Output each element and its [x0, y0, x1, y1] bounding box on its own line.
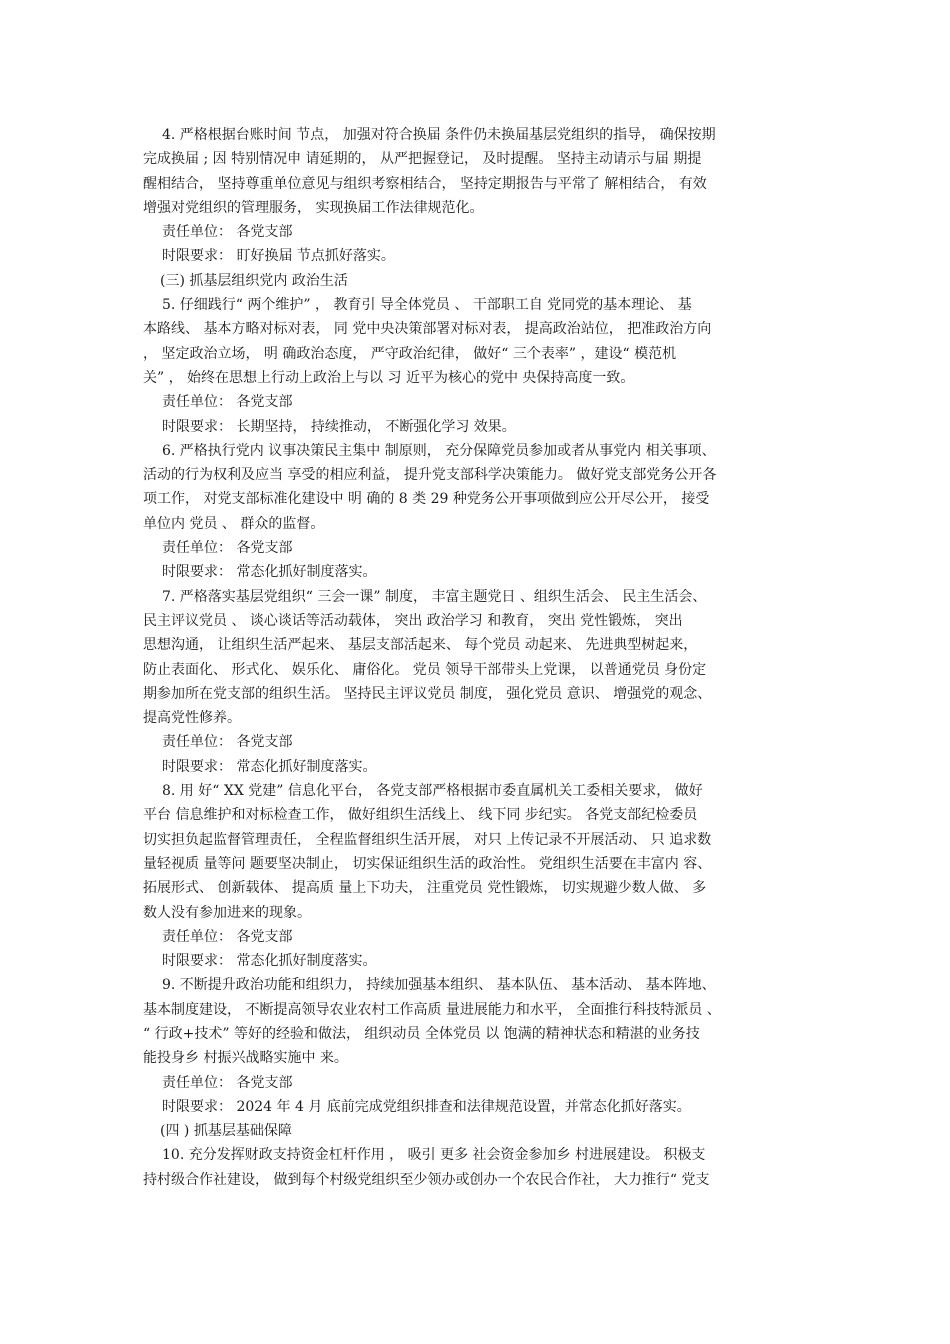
paragraph-line: ， 坚定政治立场， 明 确政治态度， 严守政治纪律， 做好“ 三个表率” ，建设“ 模范机 — [143, 345, 677, 362]
section-heading: (三) 抓基层组织党内 政治生活 — [160, 272, 348, 289]
responsible-unit: 责任单位： 各党支部 — [162, 928, 293, 945]
responsible-unit: 责任单位： 各党支部 — [162, 394, 293, 411]
responsible-unit: 责任单位： 各党支部 — [162, 1074, 293, 1091]
paragraph-line: 8. 用 好“ XX 党建” 信息化平台， 各党支部严格根据市委直属机关工委相关要求， 做好 — [162, 783, 703, 800]
paragraph-line: 活动的行为权利及应当 享受的相应利益， 提升党支部科学决策能力。 做好党支部党务公开各 — [143, 467, 717, 484]
paragraph-line: 本路线、 基本方略对标对表， 同 党中央决策部署对标对表， 提高政治站位， 把准政治方向 — [143, 321, 712, 338]
paragraph-line: 防止表面化、 形式化、 娱乐化、 庸俗化。 党员 领导干部带头上党课， 以普通党员 身份定 — [143, 661, 707, 678]
responsible-unit: 责任单位： 各党支部 — [162, 224, 293, 241]
time-requirement: 时限要求： 常态化抓好制度落实。 — [162, 564, 377, 581]
time-requirement: 时限要求： 常态化抓好制度落实。 — [162, 758, 377, 775]
paragraph-line: 醒相结合， 坚持尊重单位意见与组织考察相结合， 坚持定期报告与平常了 解相结合， 有效 — [143, 175, 707, 192]
paragraph-line: 民主评议党员 、 谈心谈话等活动载体， 突出 政治学习 和教育， 突出 党性锻炼， 突出 — [143, 612, 683, 629]
paragraph-line: 基本制度建设， 不断提高领导农业农村工作高质 量进展能力和水平， 全面推行科技特派员 、 — [143, 1001, 721, 1018]
section-heading: (四 ) 抓基层基础保障 — [160, 1123, 292, 1140]
paragraph-line: 拓展形式、 创新载体、 提高质 量上下功夫， 注重党员 党性锻炼， 切实规避少数人做、 多 — [143, 880, 707, 897]
paragraph-line: 6. 严格执行党内 议事决策民主集中 制原则， 充分保障党员参加或者从事党内 相关事项、 — [162, 442, 716, 459]
paragraph-line: 完成换届 ; 因 特别情况申 请延期的， 从严把握登记， 及时提醒。 坚持主动请示与届 期提 — [143, 151, 702, 168]
time-requirement: 时限要求： 长期坚持， 持续推动， 不断强化学习 效果。 — [162, 418, 516, 435]
paragraph-line: 持村级合作社建设， 做到每个村级党组织至少领办或创办一个农民合作社， 大力推行“ 党支 — [143, 1171, 710, 1188]
paragraph-line: 10. 充分发挥财政支持资金杠杆作用 ， 吸引 更多 社会资金参加乡 村进展建设。 积极支 — [162, 1147, 706, 1164]
paragraph-line: 关” ， 始终在思想上行动上政治上与以 习 近平为核心的党中 央保持高度一致。 — [143, 369, 635, 386]
paragraph-line: 9. 不断提升政治功能和组织力， 持续加强基本组织、 基本队伍、 基本活动、 基本阵地、 — [162, 977, 716, 994]
paragraph-line: 提高党性修养。 — [143, 710, 241, 727]
paragraph-line: 5. 仔细践行“ 两个维护” ， 教育引 导全体党员 、 干部职工自 党同党的基本理论、 基 — [162, 297, 692, 314]
paragraph-line: 单位内 党员 、 群众的监督。 — [143, 515, 325, 532]
paragraph-line: 数人没有参加进来的现象。 — [143, 904, 311, 921]
paragraph-line: 平台 信息维护和对标检查工作， 做好组织生活线上、 线下同 步纪实。 各党支部纪检委员 — [143, 807, 698, 824]
responsible-unit: 责任单位： 各党支部 — [162, 734, 293, 751]
paragraph-line: “ 行政+技术” 等好的经验和做法， 组织动员 全体党员 以 饱满的精神状态和精湛的业务技 — [143, 1025, 700, 1042]
responsible-unit: 责任单位： 各党支部 — [162, 540, 293, 557]
paragraph-line: 思想沟通， 让组织生活严起来、 基层支部活起来、 每个党员 动起来、 先进典型树起来， — [143, 637, 698, 654]
paragraph-line: 7. 严格落实基层党组织“ 三会一课” 制度， 丰富主题党日 、组织生活会、 民主生活会、 — [162, 588, 707, 605]
document-body — [143, 123, 811, 1192]
paragraph-line: 4. 严格根据台账时间 节点， 加强对符合换届 条件仍未换届基层党组织的指导， 确保按期 — [162, 127, 716, 143]
time-requirement: 时限要求： 常态化抓好制度落实。 — [162, 953, 377, 970]
paragraph-line: 期参加所在党支部的组织生活。 坚持民主评议党员 制度， 强化党员 意识、 增强党的观念、 — [143, 685, 712, 702]
paragraph-line: 切实担负起监督管理责任， 全程监督组织生活开展， 对只 上传记录不开展活动、 只 追求数 — [143, 831, 712, 848]
paragraph-line: 增强对党组织的管理服务， 实现换届工作法律规范化。 — [143, 199, 484, 216]
paragraph-line: 能投身乡 村振兴战略实施中 来。 — [143, 1050, 348, 1067]
paragraph-line: 项工作， 对党支部标准化建设中 明 确的 8 类 29 种党务公开事项做到应公开尽公开， 接受 — [143, 491, 710, 508]
time-requirement: 时限要求： 盯好换届 节点抓好落实。 — [162, 248, 395, 265]
time-requirement: 时限要求： 2024 年 4 月 底前完成党组织排查和法律规范设置，并常态化抓好落实。 — [162, 1098, 691, 1115]
paragraph-line: 量轻视质 量等问 题要坚决制止， 切实保证组织生活的政治性。 党组织生活要在丰富内 容、 — [143, 855, 712, 872]
